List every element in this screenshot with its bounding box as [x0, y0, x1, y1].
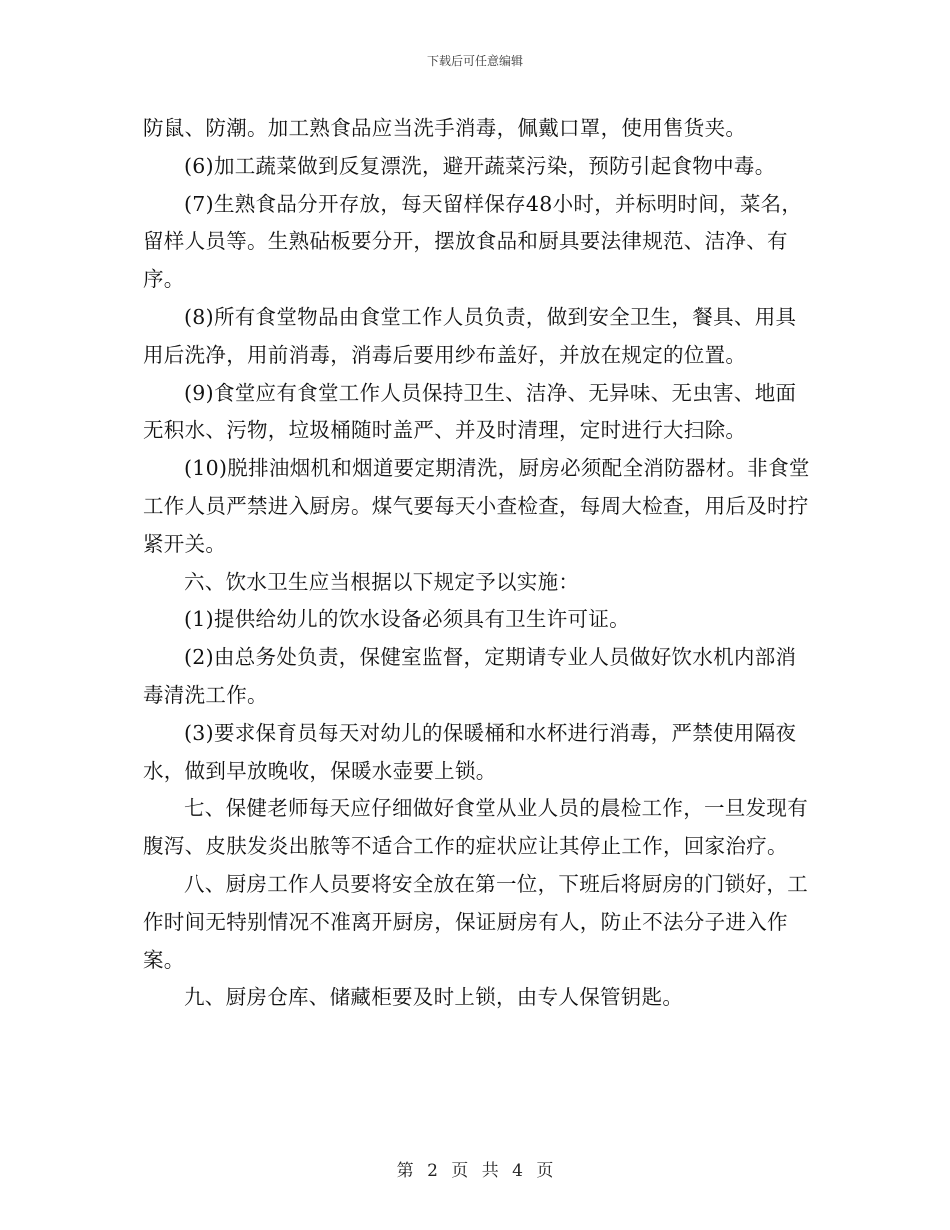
- paragraph-water-1: (1)提供给幼儿的饮水设备必须具有卫生许可证。: [184, 607, 630, 632]
- section-9: 九、厨房仓库、储藏柜要及时上锁，由专人保管钥匙。: [184, 985, 684, 1010]
- footer-middle: 页: [451, 1161, 469, 1181]
- paragraph-continuation: 防鼠、防潮。加工熟食品应当洗手消毒，佩戴口罩，使用售货夹。: [143, 116, 747, 140]
- footer-prefix: 第: [396, 1161, 414, 1181]
- paragraph-water-2: (2)由总务处负责，保健室监督，定期请专业人员做好饮水机内部消毒清洗工作。: [143, 645, 797, 707]
- paragraph-item-8: (8)所有食堂物品由食堂工作人员负责，做到安全卫生，餐具、用具用后洗净，用前消毒，消毒后要用纱布盖好，并放在规定的位置。: [143, 304, 797, 367]
- section-7: 七、保健老师每天应仔细做好食堂从业人员的晨检工作，一旦发现有腹泻、皮肤发炎出脓等不适合工作的症状应让其停止工作，回家治疗。: [143, 796, 808, 859]
- section-heading-6: 六、饮水卫生应当根据以下规定予以实施：: [184, 569, 580, 594]
- page-footer: [0, 1156, 950, 1181]
- paragraph-item-7: (7)生熟食品分开存放，每天留样保存48小时，并标明时间，菜名，留样人员等。生熟砧板要分开，摆放食品和厨具要法律规范、洁净、有序。: [143, 191, 803, 292]
- paragraph-water-3: (3)要求保育员每天对幼儿的保暖桶和水杯进行消毒，严禁使用隔夜水，做到早放晚收，保暖水壶要上锁。: [143, 720, 797, 783]
- footer-page-number: 2: [427, 1161, 438, 1181]
- page-header: 下载后可任意编辑: [426, 54, 523, 68]
- document-body: [143, 110, 813, 1017]
- paragraph-item-9: (9)食堂应有食堂工作人员保持卫生、洁净、无异味、无虫害、地面无积水、污物，垃圾桶随时盖严、并及时清理，定时进行大扫除。: [143, 380, 797, 443]
- footer-suffix: 页: [536, 1161, 554, 1181]
- footer-total-pages: 4: [512, 1161, 523, 1181]
- section-8: 八、厨房工作人员要将安全放在第一位，下班后将厨房的门锁好，工作时间无特别情况不准离开厨房，保证厨房有人，防止不法分子进入作案。: [143, 871, 808, 972]
- paragraph-item-10: (10)脱排油烟机和烟道要定期清洗，厨房必须配全消防器材。非食堂工作人员严禁进入厨房。煤气要每天小查检查，每周大检查，用后及时拧紧开关。: [143, 456, 810, 556]
- footer-joiner: 共: [481, 1161, 499, 1181]
- paragraph-item-6: (6)加工蔬菜做到反复漂洗，避开蔬菜污染，预防引起食物中毒。: [184, 153, 776, 178]
